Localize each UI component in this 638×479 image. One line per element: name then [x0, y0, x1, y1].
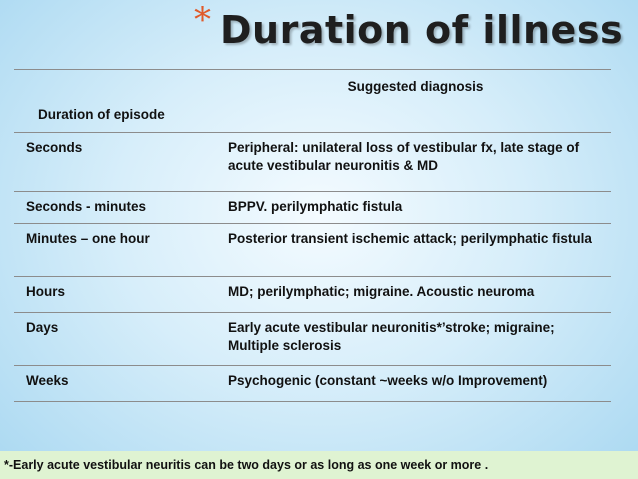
duration-cell: Days [14, 313, 216, 366]
diagnosis-cell: Early acute vestibular neuronitis*’stroke; migraine; Multiple sclerosis [216, 313, 611, 366]
diagnosis-cell: Psychogenic (constant ~weeks w/o Improvement) [216, 366, 611, 402]
footnote: *-Early acute vestibular neuritis can be two days or as long as one week or more . [0, 451, 638, 479]
table-row [14, 366, 611, 402]
diagnosis-table [14, 69, 611, 402]
header-diagnosis: Suggested diagnosis [216, 70, 611, 133]
duration-cell: Hours [14, 277, 216, 313]
title-bullet: * [194, 0, 211, 40]
diagnosis-cell: Posterior transient ischemic attack; perilymphatic fistula [216, 224, 611, 277]
diagnosis-cell: Peripheral: unilateral loss of vestibular fx, late stage of acute vestibular neuronitis & MD [216, 133, 611, 192]
duration-cell: Minutes – one hour [14, 224, 216, 277]
table-row [14, 133, 611, 192]
table-row [14, 313, 611, 366]
duration-cell: Seconds [14, 133, 216, 192]
diagnosis-cell: BPPV. perilymphatic fistula [216, 192, 611, 224]
diagnosis-cell: MD; perilymphatic; migraine. Acoustic neuroma [216, 277, 611, 313]
duration-cell: Seconds - minutes [14, 192, 216, 224]
table-row [14, 224, 611, 277]
table-row [14, 277, 611, 313]
slide-title: Duration of illness [220, 8, 624, 52]
duration-cell: Weeks [14, 366, 216, 402]
table-header-row [14, 70, 611, 133]
header-duration: Duration of episode [14, 70, 216, 133]
table-row [14, 192, 611, 224]
